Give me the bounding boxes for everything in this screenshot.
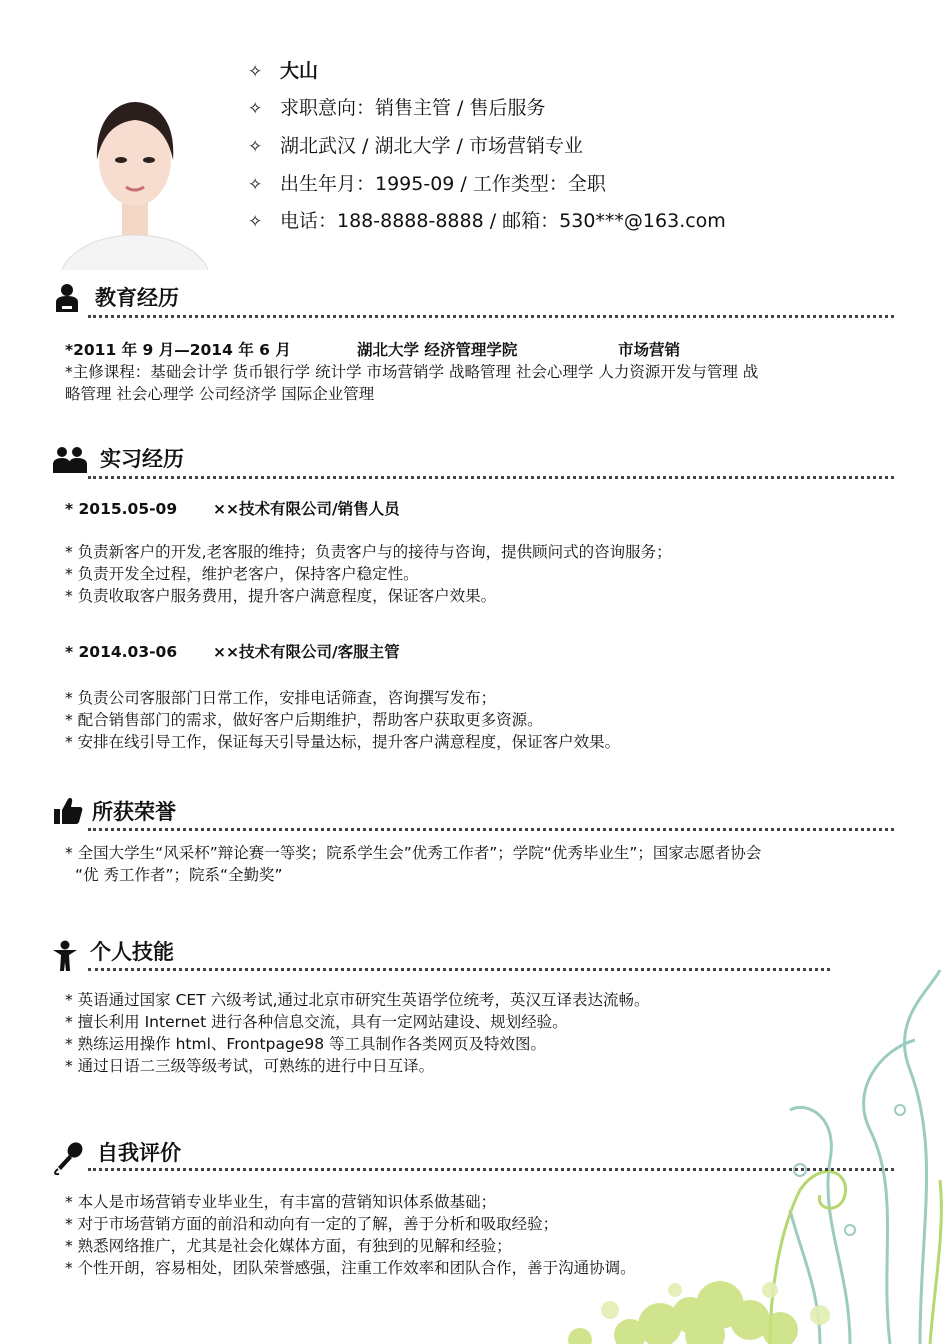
self-eval-line: * 对于市场营销方面的前沿和动向有一定的了解，善于分析和吸取经验； [65,1215,559,1233]
honors-line: * 全国大学生“风采杯”辩论赛一等奖；院系学生会”优秀工作者”；学院“优秀毕业生”；国家志愿者协会 [65,844,762,862]
profile-photo [60,90,210,270]
education-title: 教育经历 [95,286,179,310]
section-divider [88,315,894,318]
job-duty: * 负责公司客服部门日常工作，安排电话筛查，咨询撰写发布； [65,689,497,707]
job-company: ××技术有限公司/客服主管 [213,643,400,661]
location-line [248,131,583,158]
courses-line: 略管理 社会心理学 公司经济学 国际企业管理 [65,385,375,403]
self-eval-line: * 熟悉网络推广，尤其是社会化媒体方面，有独到的见解和经验； [65,1237,512,1255]
section-divider [88,476,894,479]
contact-line [248,206,726,233]
star-icon: ✧ [248,99,263,119]
person-icon [54,282,80,312]
thumbs-up-icon [53,796,83,826]
self-eval-line: * 个性开朗，容易相处，团队荣誉感强，注重工作效率和团队合作，善于沟通协调。 [65,1259,636,1277]
education-period: *2011 年 9 月—2014 年 6 月 [65,341,291,359]
skills-line: * 擅长利用 Internet 进行各种信息交流，具有一定网站建设、规划经验。 [65,1013,568,1031]
skills-line: * 熟练运用操作 html、Frontpage98 等工具制作各类网页及特效图。 [65,1035,546,1053]
skills-line: * 英语通过国家 CET 六级考试,通过北京市研究生英语学位统考，英汉互译表达流畅。 [65,991,650,1009]
name-line [248,56,318,83]
internship-title: 实习经历 [100,447,184,471]
honors-title: 所获荣誉 [92,800,176,824]
birth-line [248,169,606,196]
star-icon: ✧ [248,137,263,157]
education-school: 湖北大学 经济管理学院 [357,341,518,359]
figure-icon [52,940,78,972]
self-eval-title: 自我评价 [97,1141,181,1165]
microphone-icon [52,1141,84,1175]
star-icon: ✧ [248,62,263,82]
job-company: ××技术有限公司/销售人员 [213,500,400,518]
job-duty: * 负责收取客户服务费用，提升客户满意程度，保证客户效果。 [65,587,497,605]
job-duty: * 负责新客户的开发,老客服的维持；负责客户与的接待与咨询，提供顾问式的咨询服务； [65,543,672,561]
job-intent: 求职意向：销售主管 / 售后服务 [280,97,546,119]
skills-title: 个人技能 [90,940,174,964]
skills-line: * 通过日语二三级等级考试，可熟练的进行中日互译。 [65,1057,435,1075]
section-divider [88,1168,894,1171]
job-duty: * 负责开发全过程，维护老客户，保持客户稳定性。 [65,565,419,583]
star-icon: ✧ [248,175,263,195]
job-date: * 2014.03-06 [65,643,178,661]
section-divider [88,828,894,831]
intent-line [248,93,545,120]
section-divider [88,968,830,971]
job-date: * 2015.05-09 [65,500,178,518]
job-duty: * 安排在线引导工作，保证每天引导量达标，提升客户满意程度，保证客户效果。 [65,733,621,751]
job-duty: * 配合销售部门的需求，做好客户后期维护，帮助客户获取更多资源。 [65,711,543,729]
contact-info: 电话：188-8888-8888 / 邮箱：530***@163.com [280,210,726,232]
location: 湖北武汉 / 湖北大学 / 市场营销专业 [280,135,583,157]
birth-info: 出生年月：1995-09 / 工作类型：全职 [280,173,606,195]
self-eval-line: * 本人是市场营销专业毕业生，有丰富的营销知识体系做基础； [65,1193,497,1211]
candidate-name: 大山 [280,60,319,82]
star-icon: ✧ [248,212,263,232]
honors-line: “优 秀工作者”；院系“全勤奖” [75,866,283,884]
people-icon [52,445,88,473]
courses-line: *主修课程：基础会计学 货币银行学 统计学 市场营销学 战略管理 社会心理学 人力资源开发与管理 战 [65,363,759,381]
education-major: 市场营销 [618,341,681,359]
